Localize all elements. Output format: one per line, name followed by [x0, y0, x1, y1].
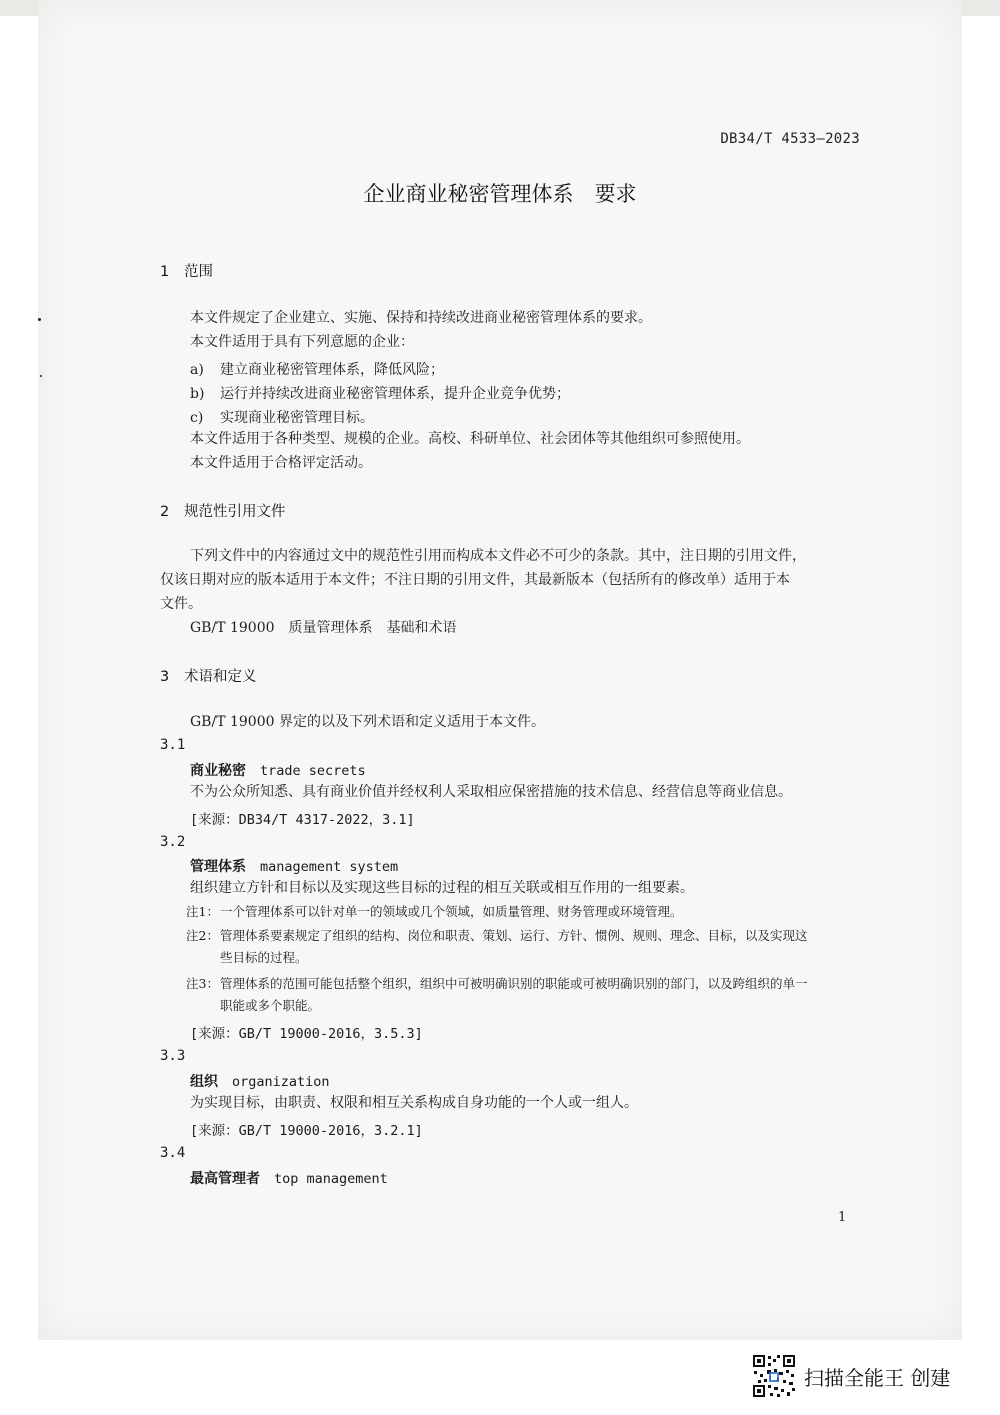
list-marker: b): [190, 386, 205, 402]
term-note: [186, 924, 866, 948]
section-3-heading: [160, 665, 257, 686]
term-definition: 不为公众所知悉、具有商业价值并经权利人采取相应保密措施的技术信息、经营信息等商业信息。: [190, 784, 792, 800]
note-label: 注2：: [186, 928, 219, 943]
paragraph-line: 仅该日期对应的版本适用于本文件；不注日期的引用文件，其最新版本（包括所有的修改单）适用于本: [160, 572, 790, 588]
note-text: 管理体系要素规定了组织的结构、岗位和职责、策划、运行、方针、惯例、规则、理念、目标，以及实现这: [220, 928, 808, 943]
term-zh: 最高管理者: [190, 1171, 260, 1187]
section-title: 术语和定义: [184, 669, 257, 685]
paragraph-line: 下列文件中的内容通过文中的规范性引用而构成本文件必不可少的条款。其中，注日期的引用文件，: [190, 548, 806, 564]
term-zh: 商业秘密: [190, 763, 246, 779]
term-en: top management: [274, 1171, 388, 1187]
term-definition: 为实现目标，由职责、权限和相互关系构成自身功能的一个人或一组人。: [190, 1095, 638, 1111]
qr-code-icon: [752, 1354, 796, 1398]
paragraph: GB/T 19000 界定的以及下列术语和定义适用于本文件。: [190, 714, 545, 730]
paragraph: 本文件适用于合格评定活动。: [190, 455, 372, 471]
term-source: [来源：GB/T 19000-2016，3.2.1]: [190, 1123, 423, 1139]
clause-number: 3.3: [160, 1048, 186, 1064]
term-en: trade secrets: [260, 763, 366, 779]
term-source: [来源：GB/T 19000-2016，3.5.3]: [190, 1026, 423, 1042]
note-text: 些目标的过程。: [220, 950, 308, 965]
term-en: organization: [232, 1074, 330, 1090]
normative-reference: GB/T 19000 质量管理体系 基础和术语: [190, 620, 457, 636]
term-note-continuation: [186, 994, 866, 1018]
paragraph: 本文件规定了企业建立、实施、保持和持续改进商业秘密管理体系的要求。: [190, 310, 652, 326]
note-label: 注1：: [186, 904, 219, 919]
note-text: 职能或多个职能。: [220, 998, 321, 1013]
term-entry: [190, 1071, 330, 1091]
paragraph: 本文件适用于各种类型、规模的企业。高校、科研单位、社会团体等其他组织可参照使用。: [190, 431, 750, 447]
section-number: 1: [160, 264, 170, 280]
term-entry: [190, 856, 398, 876]
paragraph: 本文件适用于具有下列意愿的企业：: [190, 334, 414, 350]
clause-number: 3.4: [160, 1145, 186, 1161]
list-text: 建立商业秘密管理体系，降低风险；: [220, 362, 444, 378]
clause-number: 3.1: [160, 737, 186, 753]
term-note: [186, 972, 866, 996]
scanner-text: 扫描全能王 创建: [804, 1365, 951, 1390]
term-zh: 组织: [190, 1074, 218, 1090]
note-label: 注3：: [186, 976, 219, 991]
list-item: [190, 359, 444, 379]
scan-speck: [38, 318, 41, 321]
section-title: 范围: [184, 264, 213, 280]
term-en: management system: [260, 859, 399, 875]
term-entry: [190, 1168, 388, 1188]
term-note-continuation: [186, 946, 866, 970]
list-marker: a): [190, 362, 204, 378]
page-number: 1: [838, 1210, 847, 1225]
scanner-watermark: [752, 1352, 950, 1400]
note-text: 一个管理体系可以针对单一的领域或几个领域，如质量管理、财务管理或环境管理。: [220, 904, 683, 919]
term-zh: 管理体系: [190, 859, 246, 875]
document-title: 企业商业秘密管理体系 要求: [363, 182, 637, 206]
section-title: 规范性引用文件: [184, 504, 286, 520]
list-item: [190, 407, 374, 427]
section-2-heading: [160, 500, 286, 521]
scan-speck: [40, 375, 42, 377]
section-1-heading: [160, 260, 213, 281]
list-item: [190, 383, 570, 403]
list-text: 运行并持续改进商业秘密管理体系，提升企业竞争优势；: [220, 386, 570, 402]
section-number: 3: [160, 669, 170, 685]
section-number: 2: [160, 504, 170, 520]
list-marker: c): [190, 410, 204, 426]
term-definition: 组织建立方针和目标以及实现这些目标的过程的相互关联或相互作用的一组要素。: [190, 880, 694, 896]
list-text: 实现商业秘密管理目标。: [220, 410, 374, 426]
term-entry: [190, 760, 366, 780]
term-note: [186, 900, 866, 924]
note-text: 管理体系的范围可能包括整个组织，组织中可被明确识别的职能或可被明确识别的部门，以及跨组织的单一: [220, 976, 808, 991]
document-number: DB34/T 4533—2023: [720, 131, 860, 147]
clause-number: 3.2: [160, 834, 186, 850]
term-source: [来源：DB34/T 4317-2022，3.1]: [190, 812, 415, 828]
paragraph-line: 文件。: [160, 596, 202, 612]
